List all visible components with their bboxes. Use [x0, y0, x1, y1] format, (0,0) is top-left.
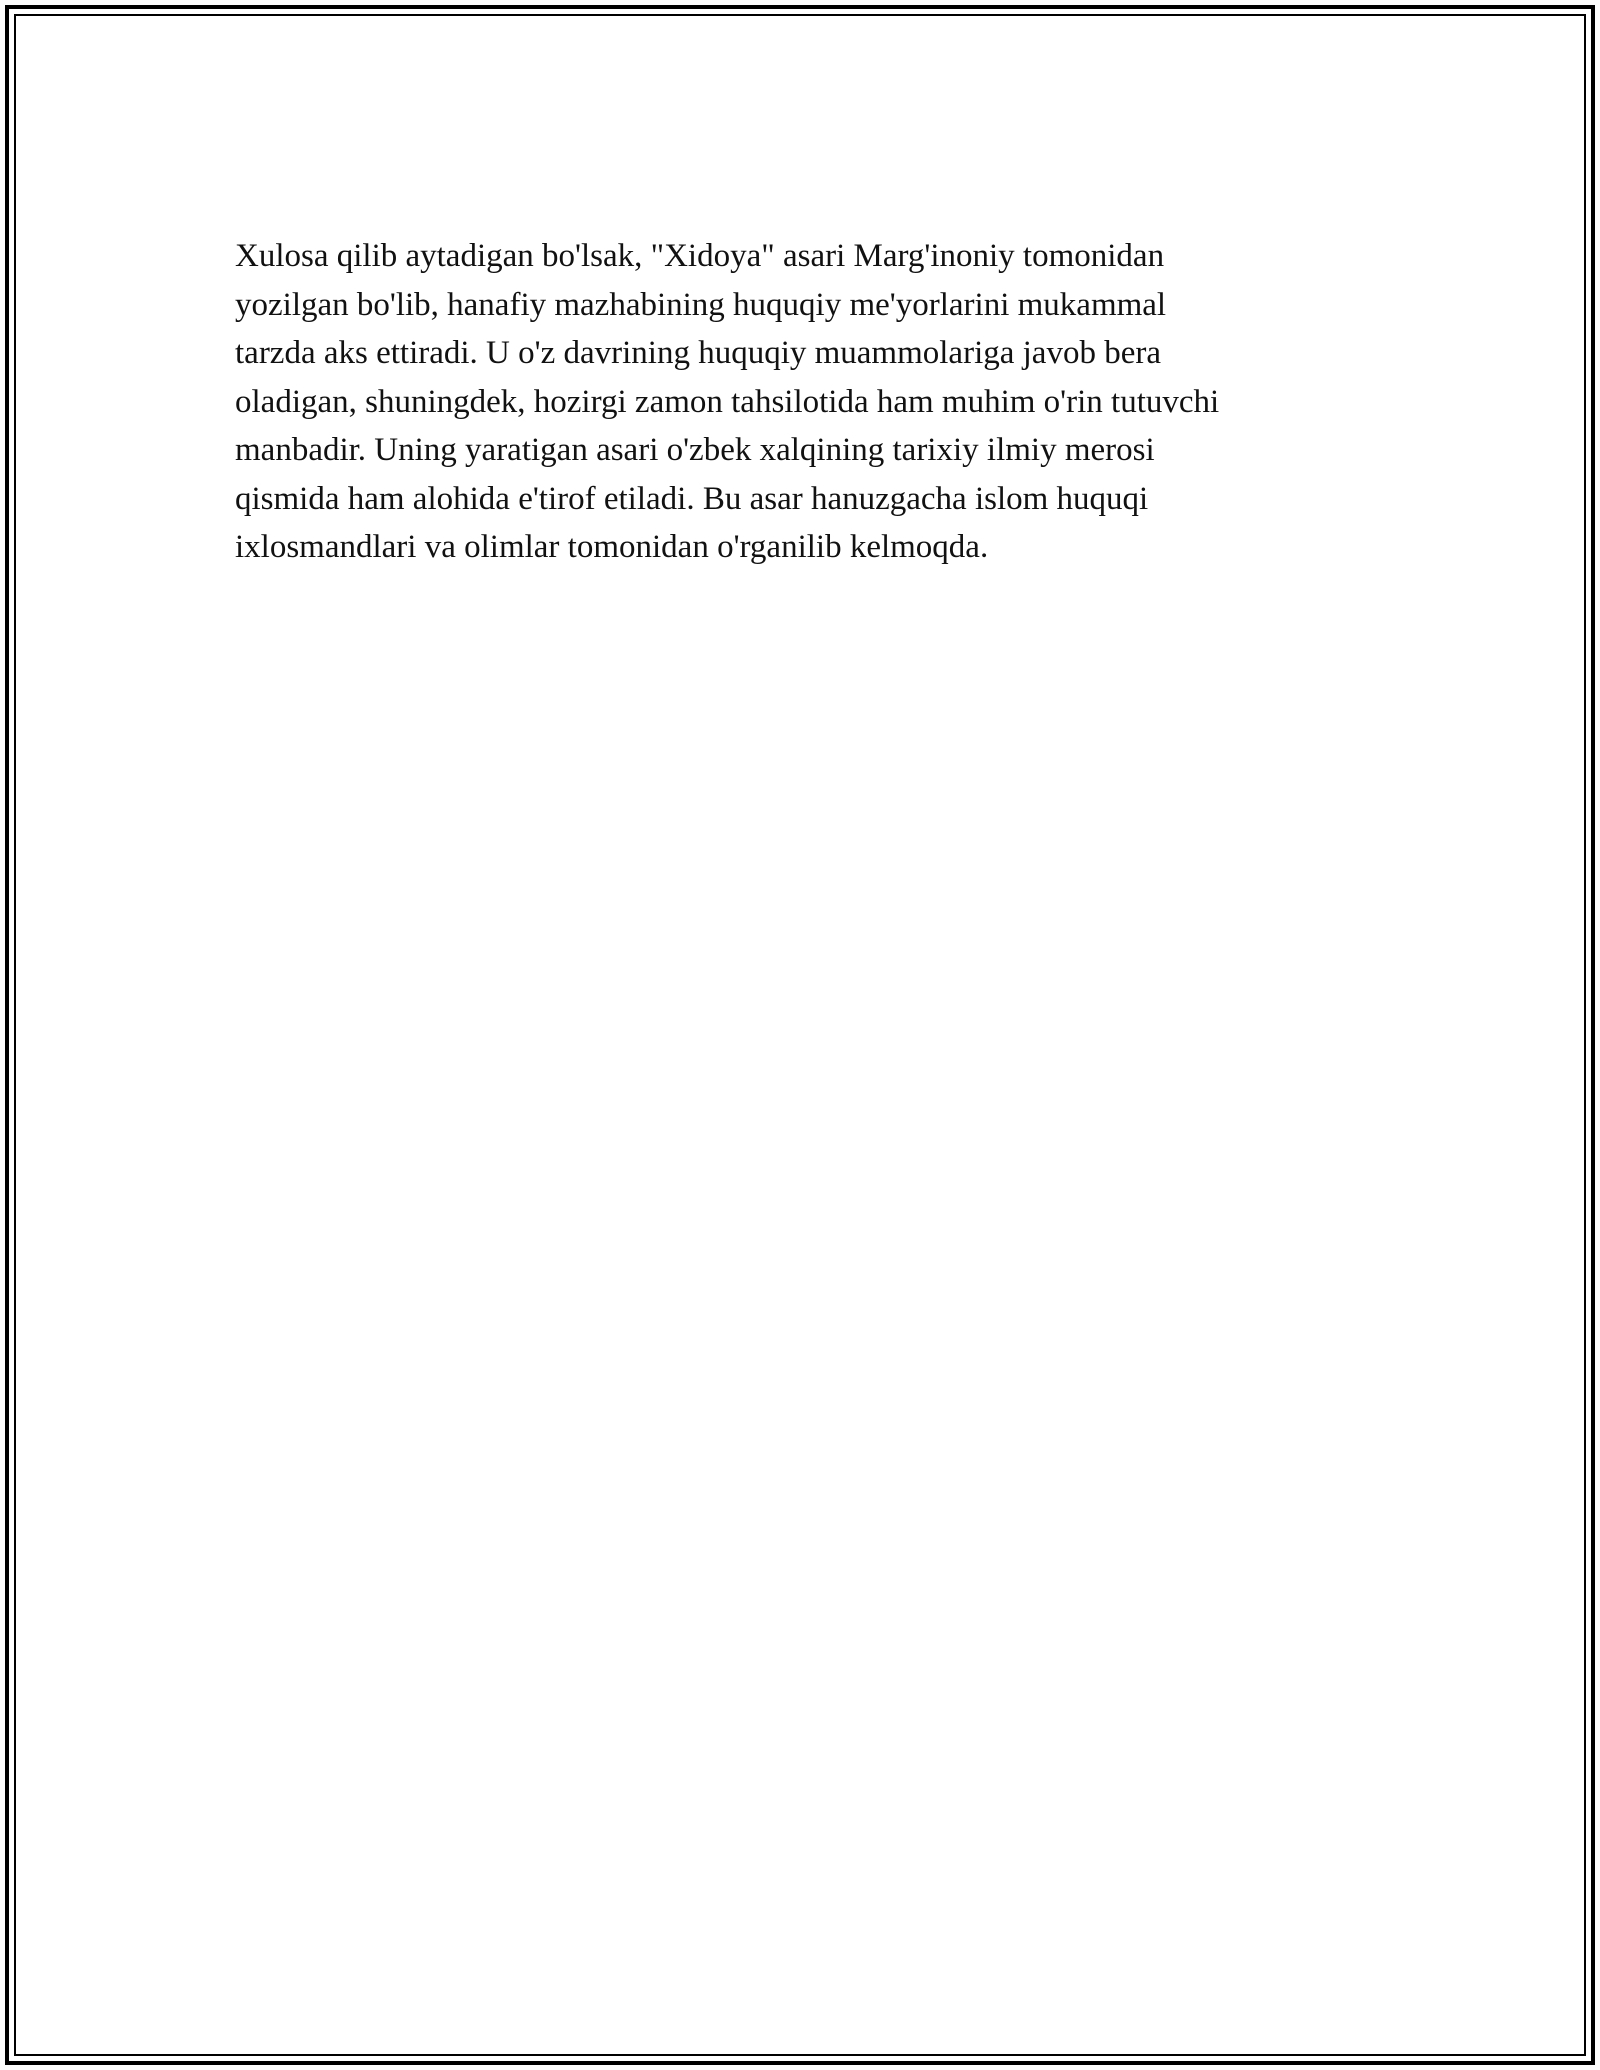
conclusion-paragraph — [235, 232, 1365, 572]
paragraph-line: yozilgan bo'lib, hanafiy mazhabining huquqiy me'yorlarini mukammal — [235, 286, 1167, 323]
paragraph-line: manbadir. Uning yaratigan asari o'zbek xalqining tarixiy ilmiy merosi — [235, 432, 1155, 468]
paragraph-line: qismida ham alohida e'tirof etiladi. Bu asar hanuzgacha islom huquqi — [235, 480, 1149, 517]
paragraph-line: oladigan, shuningdek, hozirgi zamon tahsilotida ham muhim o'rin tutuvchi — [235, 383, 1220, 420]
paragraph-line: Xulosa qilib aytadigan bo'lsak, "Xidoya" asari Marg'inoniy tomonidan — [235, 238, 1165, 274]
paragraph-line: ixlosmandlari va olimlar tomonidan o'rganilib kelmoqda. — [235, 529, 989, 565]
paragraph-line: tarzda aks ettiradi. U o'z davrining huquqiy muammolariga javob bera — [235, 335, 1161, 371]
